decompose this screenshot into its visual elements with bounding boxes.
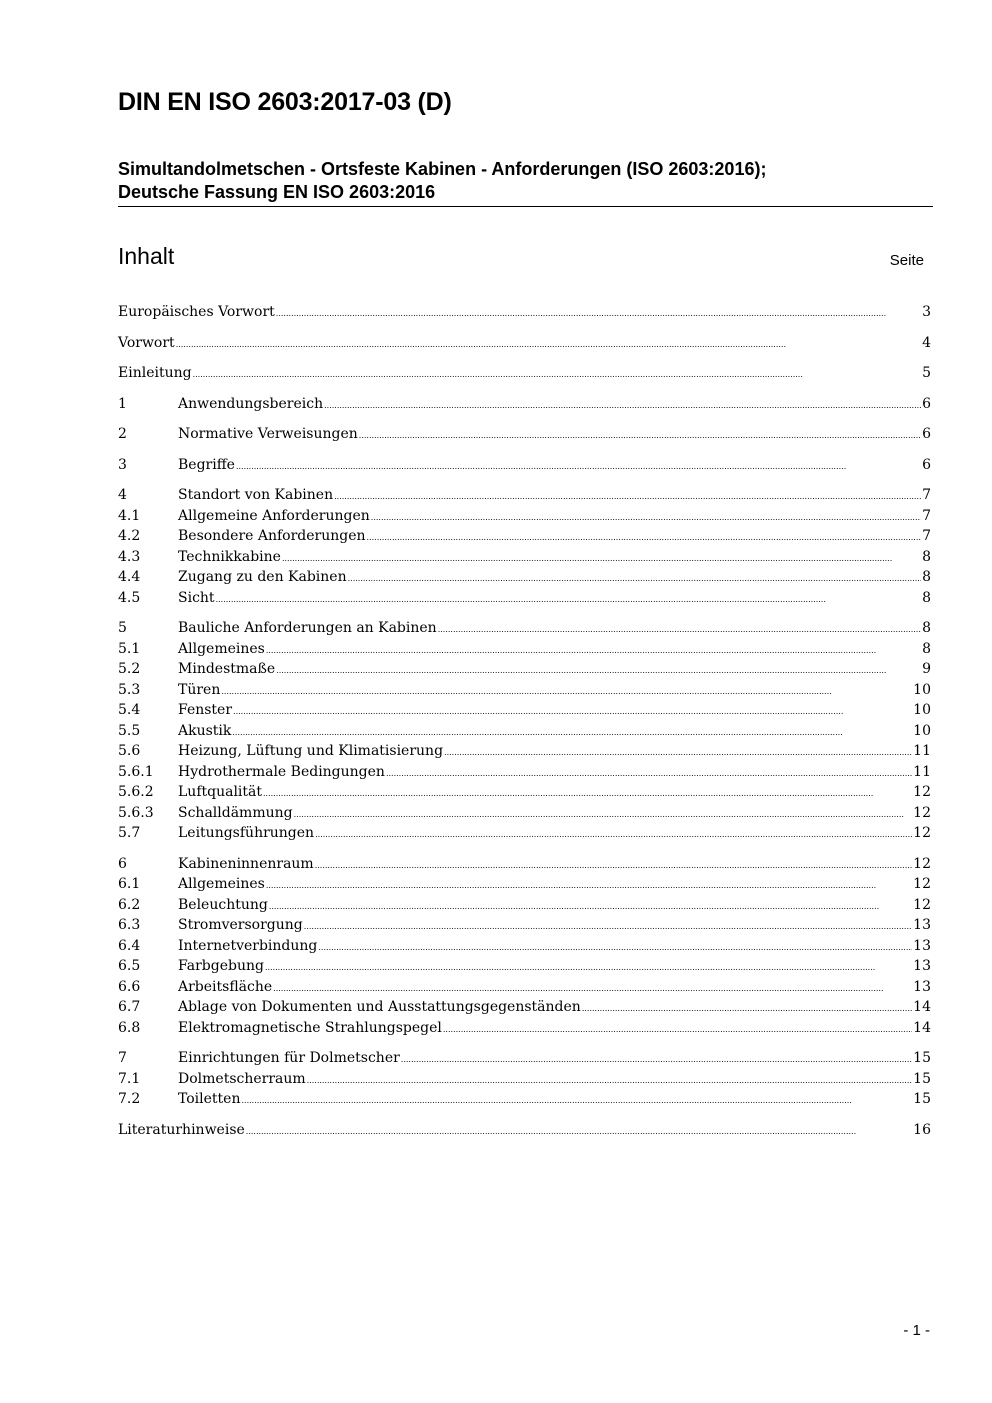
toc-entry-number: 1	[118, 395, 127, 412]
toc-entry[interactable]	[118, 721, 931, 742]
toc-entry-page: 12	[913, 825, 931, 841]
toc-entry-number: 4.2	[118, 528, 141, 544]
toc-entry-title: Türen	[178, 681, 221, 698]
toc-entry[interactable]	[118, 854, 931, 875]
toc-entry-page: 12	[913, 896, 931, 913]
toc-entry-page: 10	[913, 681, 931, 698]
toc-entry-page: 13	[913, 917, 931, 933]
toc-entry-title: Akustik	[178, 722, 232, 739]
toc-entry-number: 5.5	[118, 722, 141, 739]
toc-entry-title: Literaturhinweise	[118, 1121, 245, 1138]
toc-dot-leader	[367, 526, 922, 549]
toc-entry[interactable]	[118, 895, 931, 916]
toc-dot-leader	[232, 721, 912, 744]
toc-entry-number: 2	[118, 426, 127, 442]
toc-entry-title: Stromversorgung	[178, 917, 303, 933]
toc-entry[interactable]	[118, 956, 931, 977]
toc-entry-page: 8	[922, 569, 931, 585]
toc-entry-title: Vorwort	[118, 334, 175, 351]
toc-entry[interactable]	[118, 782, 931, 803]
document-subtitle	[118, 158, 933, 207]
toc-dot-leader	[359, 424, 921, 447]
toc-entry-number: 5.4	[118, 702, 141, 718]
toc-entry[interactable]	[118, 1120, 931, 1141]
toc-entry[interactable]	[118, 1089, 931, 1110]
toc-entry-number: 7.1	[118, 1070, 141, 1087]
toc-entry-page: 10	[913, 702, 931, 718]
toc-entry-page: 8	[922, 589, 931, 606]
toc-entry-title: Standort von Kabinen	[178, 487, 334, 503]
toc-entry[interactable]	[118, 762, 931, 783]
toc-entry-title: Einleitung	[118, 365, 192, 381]
toc-entry-number: 4.1	[118, 507, 141, 524]
toc-dot-leader	[246, 1120, 912, 1143]
toc-dot-leader	[276, 302, 921, 325]
toc-entry-number: 5.7	[118, 825, 141, 841]
toc-dot-leader	[324, 394, 921, 417]
toc-entry-title: Dolmetscherraum	[178, 1070, 306, 1087]
toc-entry[interactable]	[118, 1018, 931, 1039]
toc-entry-number: 6.7	[118, 999, 141, 1015]
toc-heading: Inhalt	[118, 243, 175, 269]
toc-entry[interactable]	[118, 680, 931, 701]
toc-entry-title: Toiletten	[178, 1091, 241, 1107]
toc-entry-number: 4.5	[118, 589, 141, 606]
toc-dot-leader	[315, 854, 912, 877]
toc-entry-page: 13	[913, 978, 931, 995]
toc-entry-title: Besondere Anforderungen	[178, 528, 366, 544]
toc-dot-leader	[315, 823, 912, 846]
toc-entry-page: 13	[913, 958, 931, 974]
toc-entry-title: Elektromagnetische Strahlungspegel	[178, 1019, 442, 1036]
toc-entry[interactable]	[118, 455, 931, 476]
toc-entry-title: Technikkabine	[178, 548, 281, 565]
toc-entry-title: Heizung, Lüftung und Klimatisierung	[178, 743, 444, 759]
toc-entry-title: Allgemeine Anforderungen	[178, 507, 370, 524]
toc-entry-page: 8	[922, 548, 931, 565]
toc-entry-page: 8	[922, 640, 931, 657]
toc-entry-page: 3	[922, 304, 931, 320]
toc-dot-leader	[444, 741, 912, 764]
toc-entry-number: 5.1	[118, 640, 141, 657]
toc-dot-leader	[265, 956, 912, 979]
toc-entry-page: 4	[922, 334, 931, 351]
toc-entry[interactable]	[118, 700, 931, 721]
toc-dot-leader	[401, 1048, 912, 1071]
toc-entry[interactable]	[118, 333, 931, 354]
toc-entry-number: 5	[118, 620, 127, 636]
toc-entry-page: 14	[913, 1019, 931, 1036]
toc-entry-title: Bauliche Anforderungen an Kabinen	[178, 620, 437, 636]
toc-entry-number: 5.6	[118, 743, 141, 759]
toc-entry[interactable]	[118, 506, 931, 527]
toc-entry-title: Normative Verweisungen	[178, 426, 358, 442]
toc-dot-leader	[176, 333, 921, 356]
toc-entry-title: Arbeitsfläche	[178, 978, 273, 995]
toc-entry-title: Allgemeines	[178, 876, 265, 892]
toc-dot-leader	[216, 588, 922, 611]
toc-entry[interactable]	[118, 639, 931, 660]
toc-entry[interactable]	[118, 741, 931, 762]
toc-entry-page: 12	[913, 855, 931, 872]
toc-dot-leader	[221, 680, 912, 703]
toc-dot-leader	[233, 700, 912, 723]
toc-entry-page: 6	[922, 456, 931, 473]
toc-dot-leader	[348, 567, 921, 590]
toc-entry-page: 7	[922, 487, 931, 503]
toc-dot-leader	[318, 936, 912, 959]
toc-dot-leader	[294, 803, 913, 826]
toc-entry-title: Allgemeines	[178, 640, 265, 657]
toc-entry-page: 13	[913, 937, 931, 954]
toc-entry-number: 4.3	[118, 548, 141, 565]
toc-dot-leader	[304, 915, 912, 938]
toc-entry-page: 15	[913, 1070, 931, 1087]
toc-dot-leader	[266, 639, 921, 662]
toc-entry-title: Fenster	[178, 702, 233, 718]
toc-dot-leader	[582, 997, 912, 1020]
toc-entry-page: 7	[922, 528, 931, 544]
toc-entry[interactable]	[118, 363, 931, 384]
toc-entry-title: Ablage von Dokumenten und Ausstattungsgegenständen	[178, 999, 581, 1015]
footer-page-number: - 1 -	[903, 1322, 930, 1339]
toc-entry-number: 4.4	[118, 569, 141, 585]
toc-entry-page: 14	[913, 999, 931, 1015]
toc-entry-page: 6	[922, 426, 931, 442]
toc-dot-leader	[241, 1089, 912, 1112]
toc-dot-leader	[386, 762, 912, 785]
toc-entry-page: 8	[922, 620, 931, 636]
toc-entry[interactable]	[118, 874, 931, 895]
toc-entry[interactable]	[118, 567, 931, 588]
toc-dot-leader	[236, 455, 921, 478]
toc-entry-page: 6	[922, 395, 931, 412]
toc-entry[interactable]	[118, 915, 931, 936]
toc-dot-leader	[371, 506, 921, 529]
toc-dot-leader	[193, 363, 922, 386]
toc-entry-title: Farbgebung	[178, 958, 264, 974]
toc-entry-page: 9	[922, 661, 931, 677]
toc-dot-leader	[334, 485, 921, 508]
toc-dot-leader	[266, 874, 912, 897]
toc-entry-page: 10	[913, 722, 931, 739]
toc-entry-page: 7	[922, 507, 931, 524]
toc-entry[interactable]	[118, 485, 931, 506]
toc-entry-page: 12	[913, 784, 931, 800]
toc-entry-number: 4	[118, 487, 127, 503]
toc-entry[interactable]	[118, 936, 931, 957]
toc-entry[interactable]	[118, 424, 931, 445]
subtitle-line-1: Simultandolmetschen - Ortsfeste Kabinen - Anforderungen (ISO 2603:2016);	[118, 159, 767, 179]
toc-entry-number: 5.3	[118, 681, 141, 698]
toc-entry-number: 5.6.2	[118, 784, 154, 800]
toc-entry-title: Leitungsführungen	[178, 825, 315, 841]
toc-entry[interactable]	[118, 659, 931, 680]
toc-entry-title: Kabineninnenraum	[178, 855, 314, 872]
toc-entry-number: 6.5	[118, 958, 141, 974]
subtitle-line-2: Deutsche Fassung EN ISO 2603:2016	[118, 182, 436, 202]
toc-entry[interactable]	[118, 977, 931, 998]
toc-entry-number: 5.6.3	[118, 804, 154, 821]
toc-entry-number: 6.2	[118, 896, 141, 913]
toc-entry-number: 6.3	[118, 917, 141, 933]
toc-entry[interactable]	[118, 526, 931, 547]
toc-entry[interactable]	[118, 547, 931, 568]
toc-entry-page: 11	[913, 743, 931, 759]
toc-entry-number: 3	[118, 456, 127, 473]
toc-entry-page: 15	[913, 1091, 931, 1107]
toc-entry-page: 5	[922, 365, 931, 381]
toc-dot-leader	[282, 547, 921, 570]
toc-entry-title: Europäisches Vorwort	[118, 304, 275, 320]
toc-entry[interactable]	[118, 618, 931, 639]
toc-entry-page: 12	[913, 876, 931, 892]
toc-entry-number: 7	[118, 1050, 127, 1066]
toc-entry[interactable]	[118, 394, 931, 415]
toc-dot-leader	[276, 659, 921, 682]
toc-entry-title: Beleuchtung	[178, 896, 268, 913]
toc-entry-title: Einrichtungen für Dolmetscher	[178, 1050, 400, 1066]
toc-entry-page: 16	[913, 1121, 931, 1138]
toc-entry[interactable]	[118, 803, 931, 824]
toc-dot-leader	[443, 1018, 912, 1041]
toc-entry-page: 12	[913, 804, 931, 821]
toc-entry-number: 6.4	[118, 937, 141, 954]
toc-entry[interactable]	[118, 997, 931, 1018]
toc-entry-number: 6.8	[118, 1019, 141, 1036]
toc-entry[interactable]	[118, 588, 931, 609]
toc-entry-number: 6	[118, 855, 127, 872]
toc-entry-title: Internetverbindung	[178, 937, 318, 954]
toc-entry-title: Schalldämmung	[178, 804, 293, 821]
toc-entry-number: 5.6.1	[118, 763, 154, 780]
toc-entry-title: Sicht	[178, 589, 215, 606]
toc-entry-title: Hydrothermale Bedingungen	[178, 763, 385, 780]
toc-entry-title: Luftqualität	[178, 784, 262, 800]
table-of-contents	[118, 302, 931, 1140]
toc-dot-leader	[263, 782, 912, 805]
toc-entry[interactable]	[118, 1048, 931, 1069]
toc-entry-page: 15	[913, 1050, 931, 1066]
document-title: DIN EN ISO 2603:2017-03 (D)	[118, 88, 452, 116]
toc-entry-title: Mindestmaße	[178, 661, 276, 677]
toc-entry[interactable]	[118, 302, 931, 323]
toc-dot-leader	[307, 1069, 913, 1092]
toc-entry-page: 11	[913, 763, 931, 780]
toc-page-column-label: Seite	[889, 252, 924, 269]
toc-entry-title: Begriffe	[178, 456, 235, 473]
toc-dot-leader	[438, 618, 921, 641]
toc-entry-number: 6.6	[118, 978, 141, 995]
toc-dot-leader	[269, 895, 912, 918]
toc-entry-title: Anwendungsbereich	[178, 395, 324, 412]
toc-entry-number: 6.1	[118, 876, 141, 892]
toc-entry-number: 5.2	[118, 661, 141, 677]
toc-entry-number: 7.2	[118, 1091, 141, 1107]
toc-entry-title: Zugang zu den Kabinen	[178, 569, 347, 585]
toc-entry[interactable]	[118, 1069, 931, 1090]
toc-entry[interactable]	[118, 823, 931, 844]
toc-dot-leader	[273, 977, 912, 1000]
